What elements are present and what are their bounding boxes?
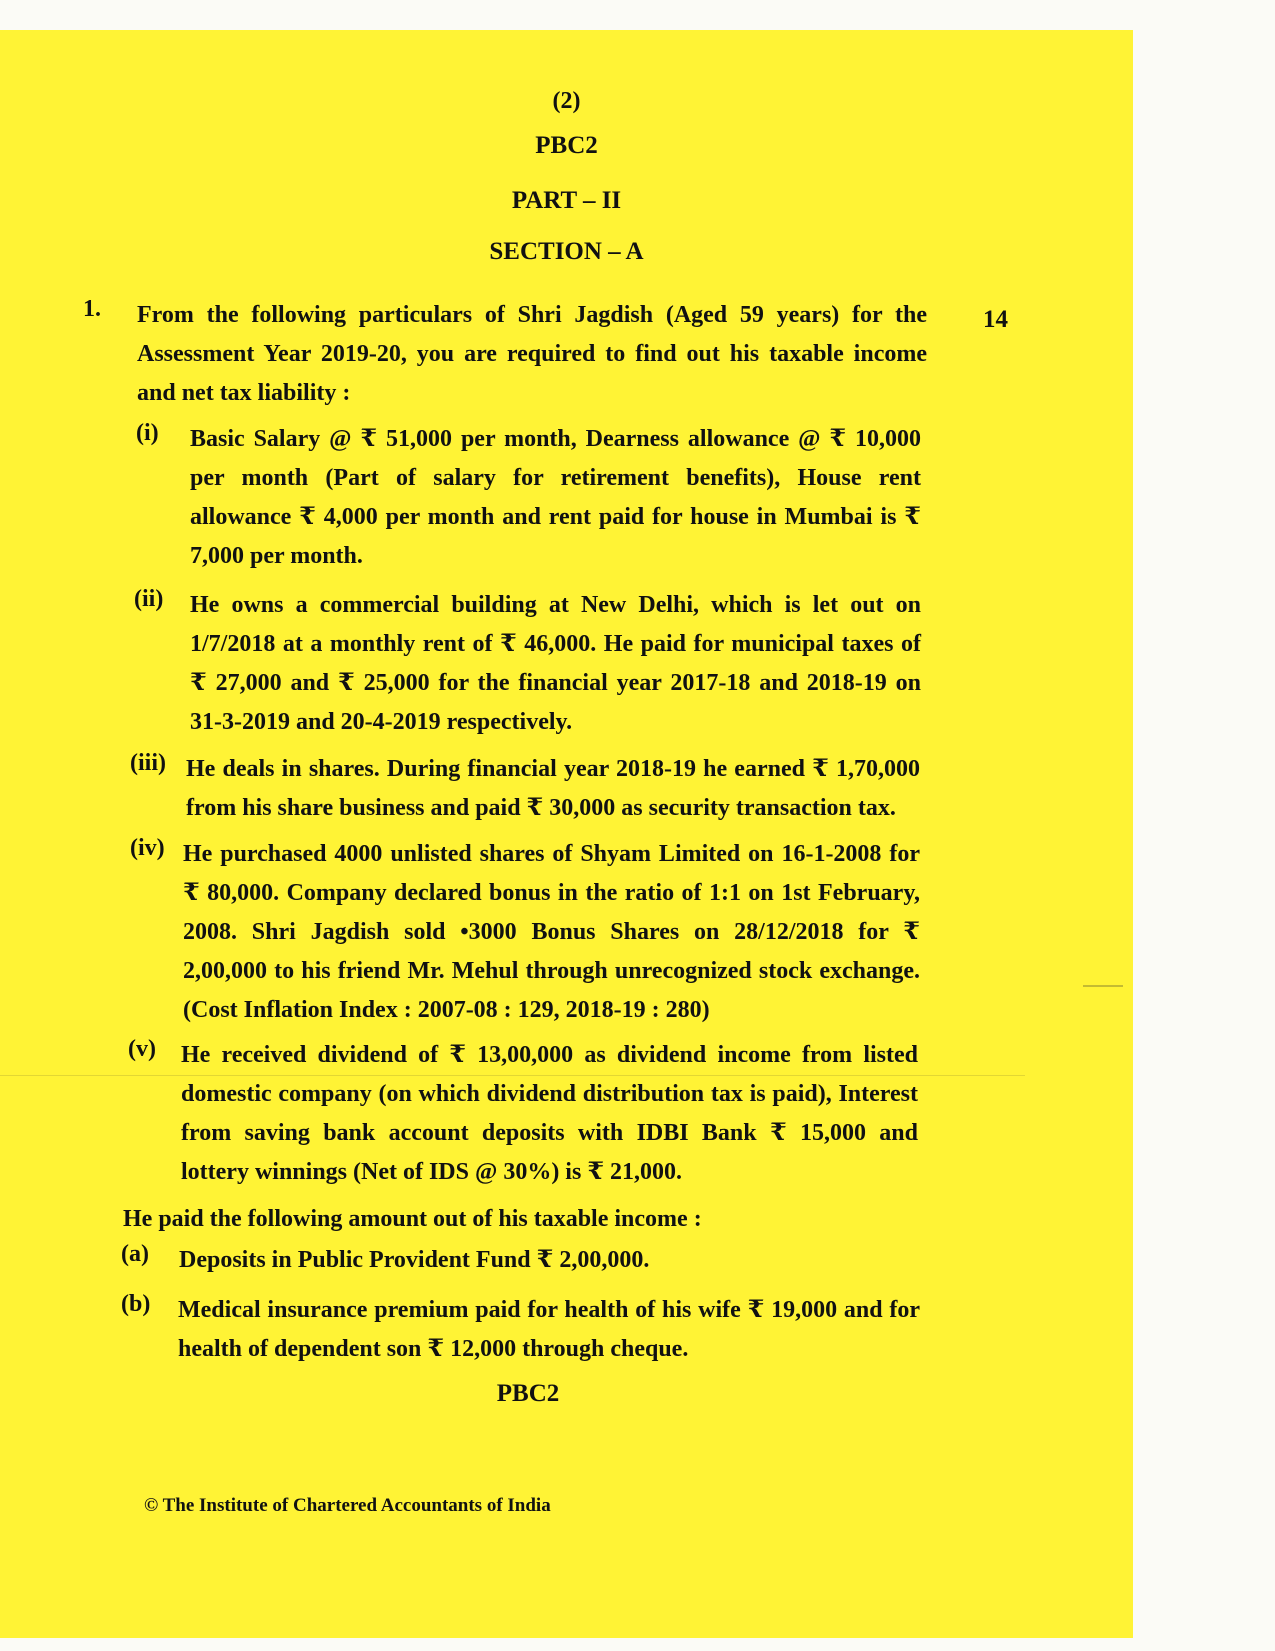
part-heading: PART – II xyxy=(511,187,622,214)
question-stem: From the following particulars of Shri Jagdish (Aged 59 years) for the Assessment Year 2019-20, you are required to find out his taxable income and net tax liability : xyxy=(137,302,927,406)
page-number: (2) xyxy=(552,88,581,114)
item-label: (ii) xyxy=(134,586,164,612)
item-text: Basic Salary @ ₹ 51,000 per month, Dearness allowance @ ₹ 10,000 per month (Part of salary for retirement benefits), House rent allowance ₹ 4,000 per month and rent paid for house in Mumbai is ₹ 7,000 per month. xyxy=(190,426,921,569)
item-text: He received dividend of ₹ 13,00,000 as dividend income from listed domestic company (on which dividend distribution tax is paid), Interest from saving bank account deposits with IDBI Bank ₹ 15,000 and lottery winnings (Net of IDS @ 30%) is ₹ 21,000. xyxy=(181,1042,918,1185)
copyright-line: © The Institute of Chartered Accountants of India xyxy=(144,1495,551,1516)
section-heading: SECTION – A xyxy=(489,238,644,265)
paid-intro: He paid the following amount out of his taxable income : xyxy=(123,1206,702,1232)
exam-page xyxy=(0,30,1133,1638)
paid-item-text: Medical insurance premium paid for health of his wife ₹ 19,000 and for health of dependent son ₹ 12,000 through cheque. xyxy=(178,1297,920,1362)
item-label: (iii) xyxy=(130,750,166,776)
question-marks: 14 xyxy=(983,306,1008,333)
paper-code-top: PBC2 xyxy=(535,132,598,159)
item-label: (iv) xyxy=(130,835,165,861)
paid-item-label: (a) xyxy=(121,1241,149,1267)
question-number: 1. xyxy=(83,296,101,322)
item-text: He owns a commercial building at New Delhi, which is let out on 1/7/2018 at a monthly rent of ₹ 46,000. He paid for municipal taxes of ₹ 27,000 and ₹ 25,000 for the financial year 2017-18 and 2018-19 on 31-3-2019 and 20-4-2019 respectively. xyxy=(190,592,921,735)
paid-item-label: (b) xyxy=(121,1291,151,1317)
paper-code-bottom: PBC2 xyxy=(496,1380,560,1407)
item-label: (v) xyxy=(128,1036,156,1062)
item-text: He deals in shares. During financial year 2018-19 he earned ₹ 1,70,000 from his share business and paid ₹ 30,000 as security transaction tax. xyxy=(186,756,920,821)
paid-item-text: Deposits in Public Provident Fund ₹ 2,00,000. xyxy=(179,1247,650,1273)
margin-mark xyxy=(1083,985,1123,987)
item-text: He purchased 4000 unlisted shares of Shyam Limited on 16-1-2008 for ₹ 80,000. Company declared bonus in the ratio of 1:1 on 1st February, 2008. Shri Jagdish sold •3000 Bonus Shares on 28/12/2018 for ₹ 2,00,000 to his friend Mr. Mehul through unrecognized stock exchange. (Cost Inflation Index : 2007-08 : 129, 2018-19 : 280) xyxy=(183,841,920,1023)
item-label: (i) xyxy=(136,420,159,446)
